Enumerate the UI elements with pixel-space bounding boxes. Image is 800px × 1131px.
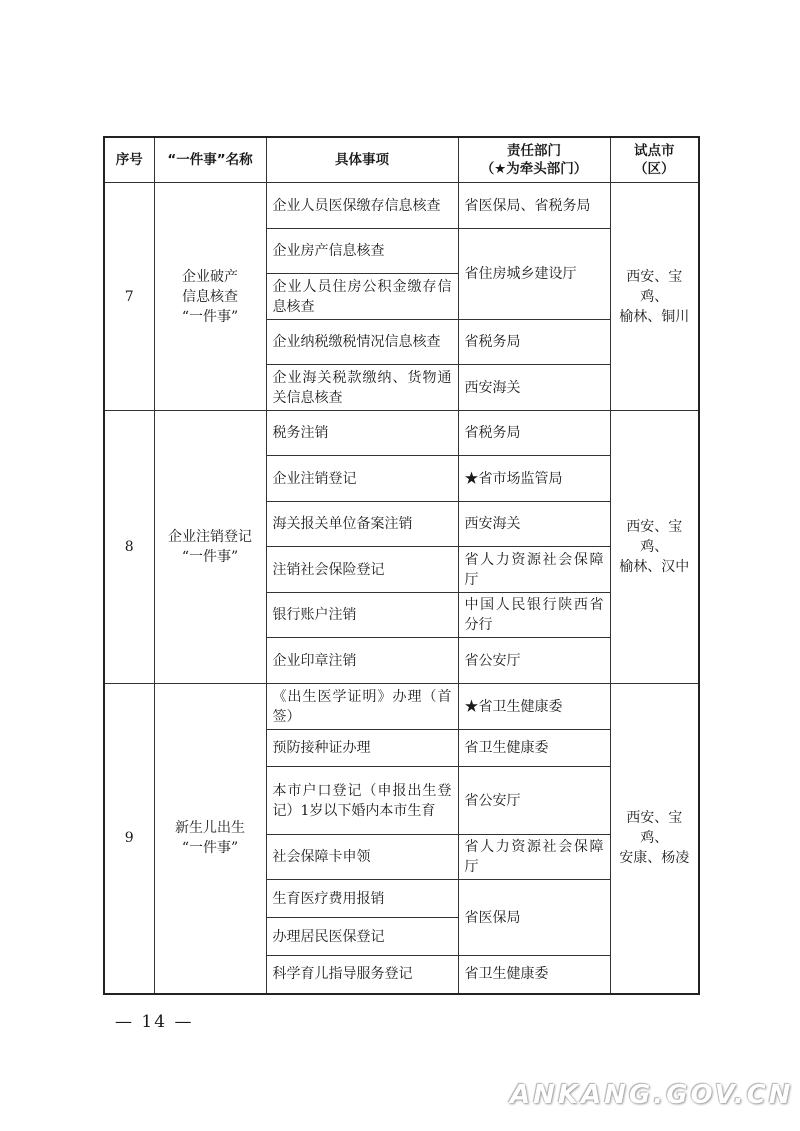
row-serial-7: 7 [104,183,154,411]
row-serial-8: 8 [104,411,154,684]
dept-cell: 西安海关 [458,365,610,411]
header-serial: 序号 [104,137,154,183]
task-cell: 办理居民医保登记 [266,918,458,956]
matter-name-8: 企业注销登记 “一件事” [154,411,266,684]
task-cell: 企业印章注销 [266,638,458,684]
pilot-cities-7: 西安、宝鸡、 榆林、铜川 [610,183,699,411]
task-cell: 企业人员住房公积金缴存信息核查 [266,274,458,320]
dept-cell: 省卫生健康委 [458,730,610,767]
dept-cell: 省人力资源社会保障厅 [458,547,610,593]
site-watermark: ANKANG.GOV.CN [510,1080,794,1110]
task-cell: 本市户口登记（申报出生登记）1岁以下婚内本市生育 [266,767,458,835]
task-cell: 《出生医学证明》办理（首签） [266,684,458,730]
task-cell: 企业人员医保缴存信息核查 [266,183,458,229]
dept-cell: 省公安厅 [458,767,610,835]
task-cell: 企业纳税缴税情况信息核查 [266,320,458,365]
task-cell: 生育医疗费用报销 [266,880,458,918]
dept-cell: 西安海关 [458,502,610,547]
dept-cell: 省公安厅 [458,638,610,684]
dept-cell: ★省卫生健康委 [458,684,610,730]
pilot-cities-8: 西安、宝鸡、 榆林、汉中 [610,411,699,684]
dept-cell: 省医保局 [458,880,610,956]
task-cell: 科学育儿指导服务登记 [266,956,458,994]
header-pilot-city: 试点市 （区） [610,137,699,183]
task-cell: 注销社会保险登记 [266,547,458,593]
pilot-cities-9: 西安、宝鸡、 安康、杨凌 [610,684,699,994]
dept-cell: 中国人民银行陕西省分行 [458,593,610,638]
dept-cell: 省税务局 [458,320,610,365]
dept-cell: 省医保局、省税务局 [458,183,610,229]
dept-cell: 省住房城乡建设厅 [458,229,610,320]
row-serial-9: 9 [104,684,154,994]
table-header-row [104,137,699,183]
dept-cell: ★省市场监管局 [458,456,610,502]
matter-name-7: 企业破产 信息核查 “一件事” [154,183,266,411]
task-cell: 银行账户注销 [266,593,458,638]
page-number: — 14 — [115,1012,194,1032]
task-cell: 社会保障卡申领 [266,835,458,880]
policy-table [103,136,700,995]
table-row [104,411,699,456]
header-specific-items: 具体事项 [266,137,458,183]
task-cell: 企业注销登记 [266,456,458,502]
header-matter-name: “一件事”名称 [154,137,266,183]
task-cell: 税务注销 [266,411,458,456]
task-cell: 企业房产信息核查 [266,229,458,274]
table-row [104,684,699,730]
dept-cell: 省税务局 [458,411,610,456]
task-cell: 企业海关税款缴纳、货物通关信息核查 [266,365,458,411]
dept-cell: 省人力资源社会保障厅 [458,835,610,880]
matter-name-9: 新生儿出生 “一件事” [154,684,266,994]
task-cell: 预防接种证办理 [266,730,458,767]
task-cell: 海关报关单位备案注销 [266,502,458,547]
header-responsible-dept: 责任部门 （★为牵头部门） [458,137,610,183]
dept-cell: 省卫生健康委 [458,956,610,994]
table-row [104,183,699,229]
